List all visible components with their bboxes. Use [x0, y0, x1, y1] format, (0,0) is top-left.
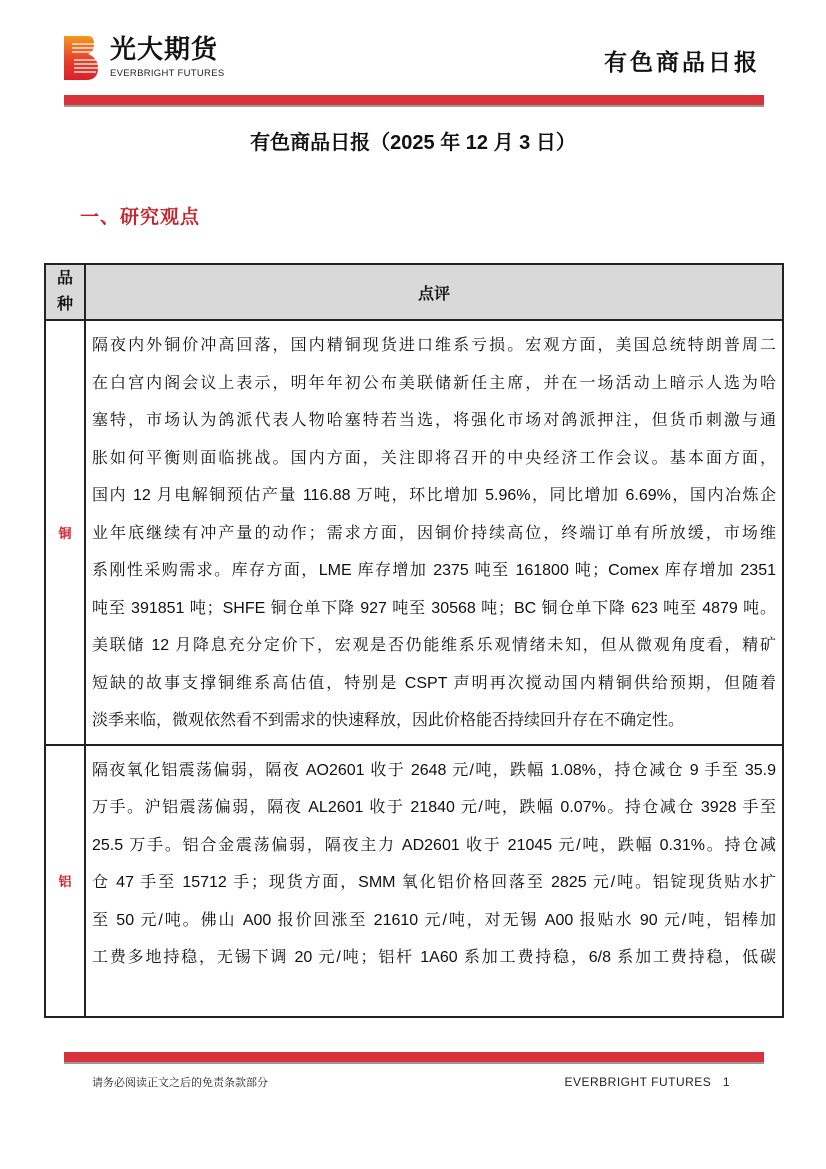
- footer-company-page: [565, 1075, 731, 1090]
- comment-line: 淡季来临，微观依然看不到需求的快速释放，因此价格能否持续回升存在不确定性。: [92, 712, 685, 729]
- section-title: 一、研究观点: [80, 207, 201, 228]
- comment-line: 隔夜氧化铝震荡偏弱，隔夜 AO2601 收于 2648 元/吨，跌幅 1.08%，持仓减仓 9 手至 35.9: [92, 761, 776, 779]
- row-comment: [85, 745, 783, 1017]
- comment-line: 25.5 万手。铝合金震荡偏弱，隔夜主力 AD2601 收于 21045 元/吨，跌幅 0.31%。持仓减: [92, 836, 776, 854]
- header-category-line2: 种: [56, 296, 73, 313]
- page-number: 1: [722, 1075, 730, 1089]
- row-category: 铝: [45, 745, 85, 1017]
- table-row: [45, 745, 783, 1017]
- footer-divider: [64, 1052, 764, 1062]
- comment-line: 吨至 391851 吨；SHFE 铜仓单下降 927 吨至 30568 吨；BC 铜仓单下降 623 吨至 4879 吨。: [92, 599, 776, 617]
- header-divider: [64, 95, 764, 105]
- comment-line: 在白宫内阁会议上表示，明年年初公布美联储新任主席，并在一场活动上暗示人选为哈: [92, 374, 776, 392]
- footer-disclaimer: 请务必阅读正文之后的免责条款部分: [92, 1077, 268, 1089]
- header-report-type: 有色商品日报: [604, 49, 760, 75]
- comment-line: 工费多地持稳，无锡下调 20 元/吨；铝杆 1A60 系加工费持稳，6/8 系加工费持稳，低碳: [92, 949, 776, 966]
- research-table: [44, 263, 784, 1018]
- row-comment: [85, 320, 783, 745]
- row-category: 铜: [45, 320, 85, 745]
- comment-line: 仓 47 手至 15712 手；现货方面，SMM 氧化铝价格回落至 2825 元/吨。铝锭现货贴水扩: [92, 874, 776, 891]
- table-header-row: [45, 264, 783, 320]
- comment-line: 塞特，市场认为鸽派代表人物哈塞特若当选，将强化市场对鸽派押注，但货币刺激与通: [92, 412, 776, 429]
- everbright-logo-icon: [64, 36, 98, 80]
- brand-name-en: EVERBRIGHT FUTURES: [110, 68, 225, 79]
- footer-company: EVERBRIGHT FUTURES: [564, 1075, 712, 1089]
- comment-line: 业年底继续有冲产量的动作；需求方面，因铜价持续高位，终端订单有所放缓，市场维: [92, 524, 776, 542]
- table-row: [45, 320, 783, 745]
- comment-line: 万手。沪铝震荡偏弱，隔夜 AL2601 收于 21840 元/吨，跌幅 0.07%。持仓减仓 3928 手至: [92, 799, 776, 816]
- comment-line: 隔夜内外铜价冲高回落，国内精铜现货进口维系亏损。宏观方面，美国总统特朗普周二: [92, 337, 776, 354]
- comment-line: 短缺的故事支撑铜维系高估值，特别是 CSPT 声明再次搅动国内精铜供给预期，但随着: [92, 674, 776, 692]
- comment-line: 至 50 元/吨。佛山 A00 报价回涨至 21610 元/吨，对无锡 A00 报贴水 90 元/吨，铝棒加: [92, 911, 776, 929]
- comment-line: 胀如何平衡则面临挑战。国内方面，关注即将召开的中央经济工作会议。基本面方面，: [92, 449, 776, 467]
- comment-line: 国内 12 月电解铜预估产量 116.88 万吨，环比增加 5.96%，同比增加 6.69%，国内冶炼企: [92, 487, 776, 504]
- page-title: 有色商品日报（2025 年 12 月 3 日）: [250, 132, 576, 154]
- brand-name-cn: 光大期货: [110, 34, 219, 64]
- header-category: [45, 264, 85, 320]
- header-category-line1: 品: [56, 270, 73, 287]
- comment-line: 系刚性采购需求。库存方面，LME 库存增加 2375 吨至 161800 吨；Comex 库存增加 2351: [92, 562, 776, 579]
- comment-line: 美联储 12 月降息充分定价下，宏观是否仍能维系乐观情绪未知，但从微观角度看，精矿: [92, 637, 776, 654]
- header-comment: 点评: [85, 264, 783, 320]
